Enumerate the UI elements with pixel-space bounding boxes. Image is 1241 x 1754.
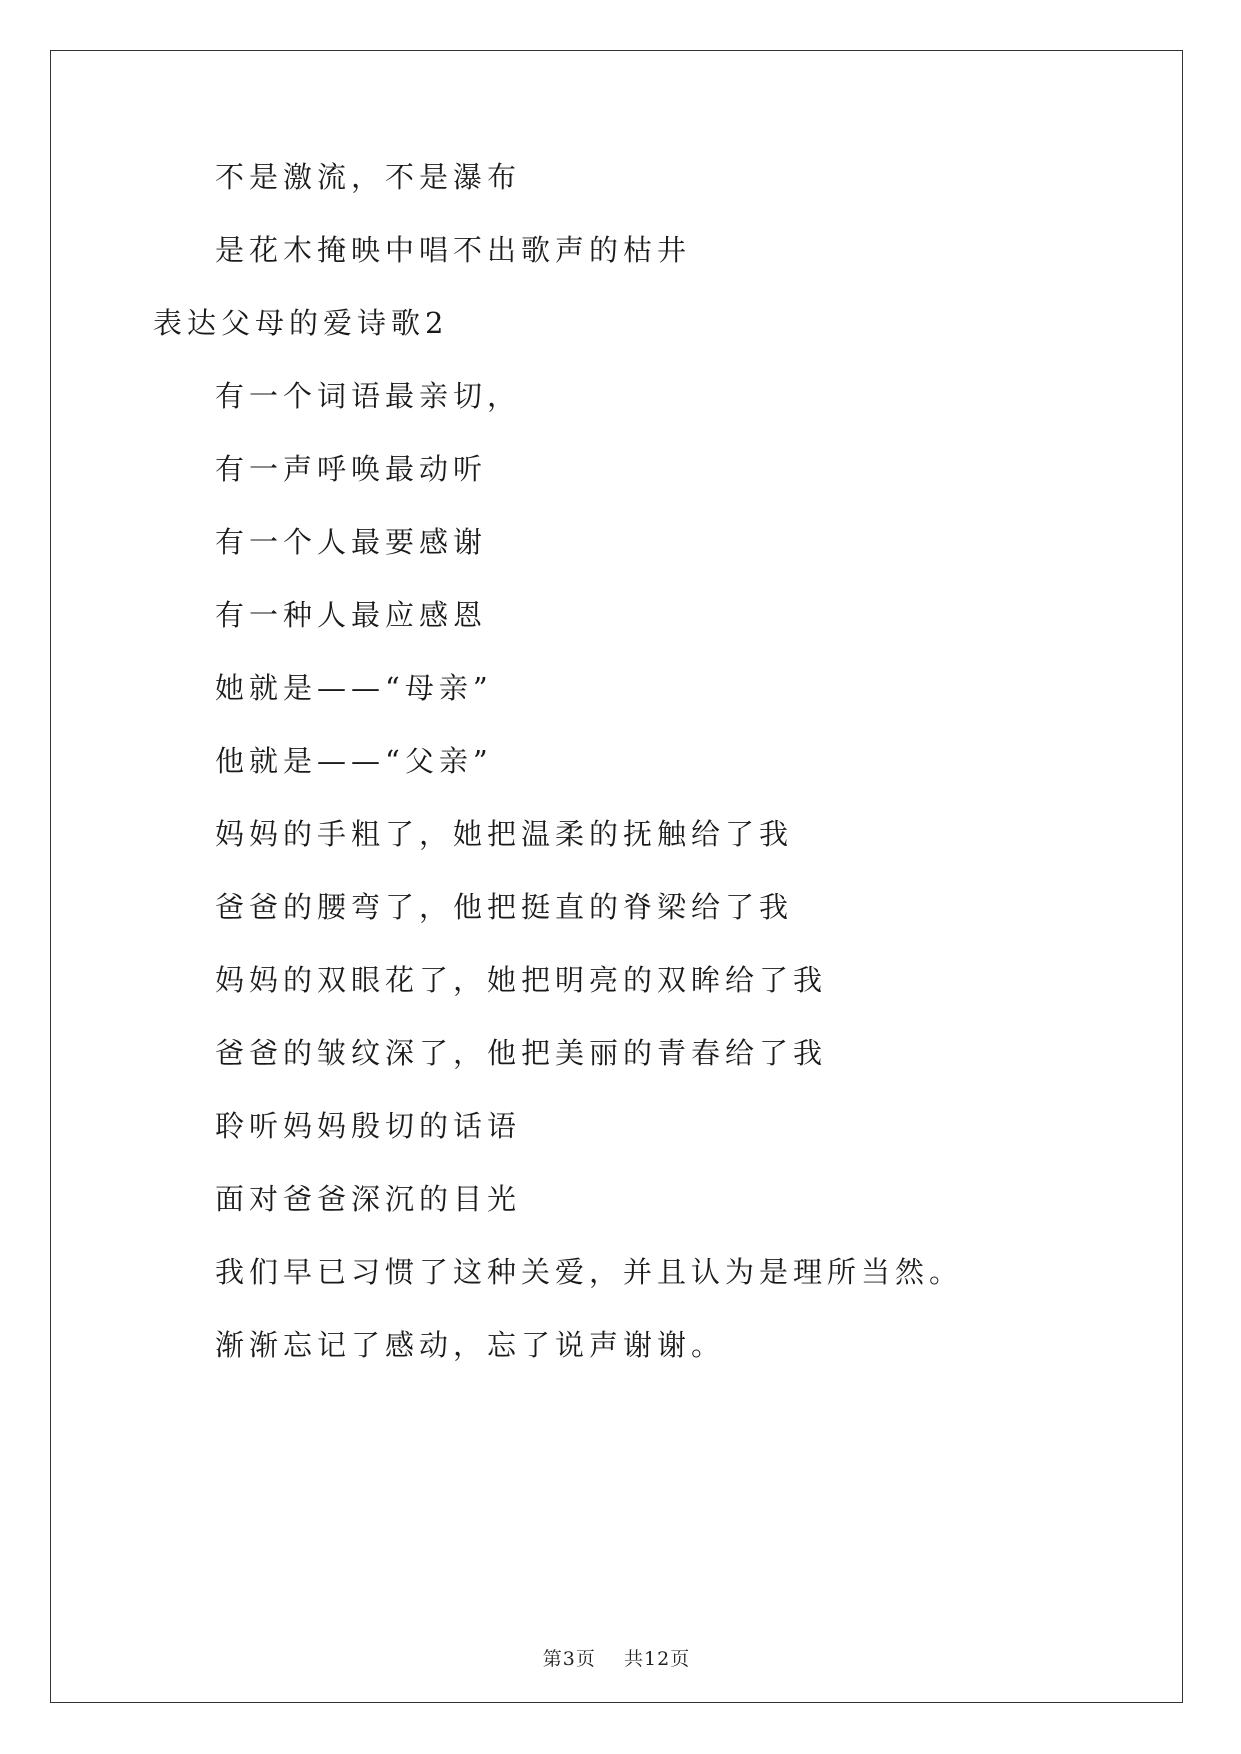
poem-line: 有一个词语最亲切， xyxy=(215,379,522,413)
poem-line: 有一种人最应感恩 xyxy=(215,598,488,632)
page-footer: 第3页 共12页 xyxy=(542,1648,691,1670)
section-heading: 表达父母的爱诗歌2 xyxy=(153,306,449,340)
poem-line: 我们早已习惯了这种关爱，并且认为是理所当然。 xyxy=(215,1255,964,1289)
poem-line: 不是激流，不是瀑布 xyxy=(215,160,522,194)
poem-line: 有一个人最要感谢 xyxy=(215,525,488,559)
poem-line: 妈妈的双眼花了，她把明亮的双眸给了我 xyxy=(215,963,828,997)
poem-line: 渐渐忘记了感动，忘了说声谢谢。 xyxy=(215,1328,726,1362)
poem-line: 聆听妈妈殷切的话语 xyxy=(215,1109,522,1143)
poem-line: 爸爸的皱纹深了，他把美丽的青春给了我 xyxy=(215,1036,828,1070)
poem-line: 妈妈的手粗了，她把温柔的抚触给了我 xyxy=(215,817,794,851)
poem-line: 他就是——“父亲” xyxy=(215,744,493,778)
document-body xyxy=(51,51,1182,1702)
poem-line: 有一声呼唤最动听 xyxy=(215,452,488,486)
poem-line: 爸爸的腰弯了，他把挺直的脊梁给了我 xyxy=(215,890,794,924)
poem-line: 面对爸爸深沉的目光 xyxy=(215,1182,522,1216)
poem-line: 她就是——“母亲” xyxy=(215,671,493,705)
poem-line: 是花木掩映中唱不出歌声的枯井 xyxy=(215,233,692,267)
page-frame xyxy=(50,50,1183,1703)
